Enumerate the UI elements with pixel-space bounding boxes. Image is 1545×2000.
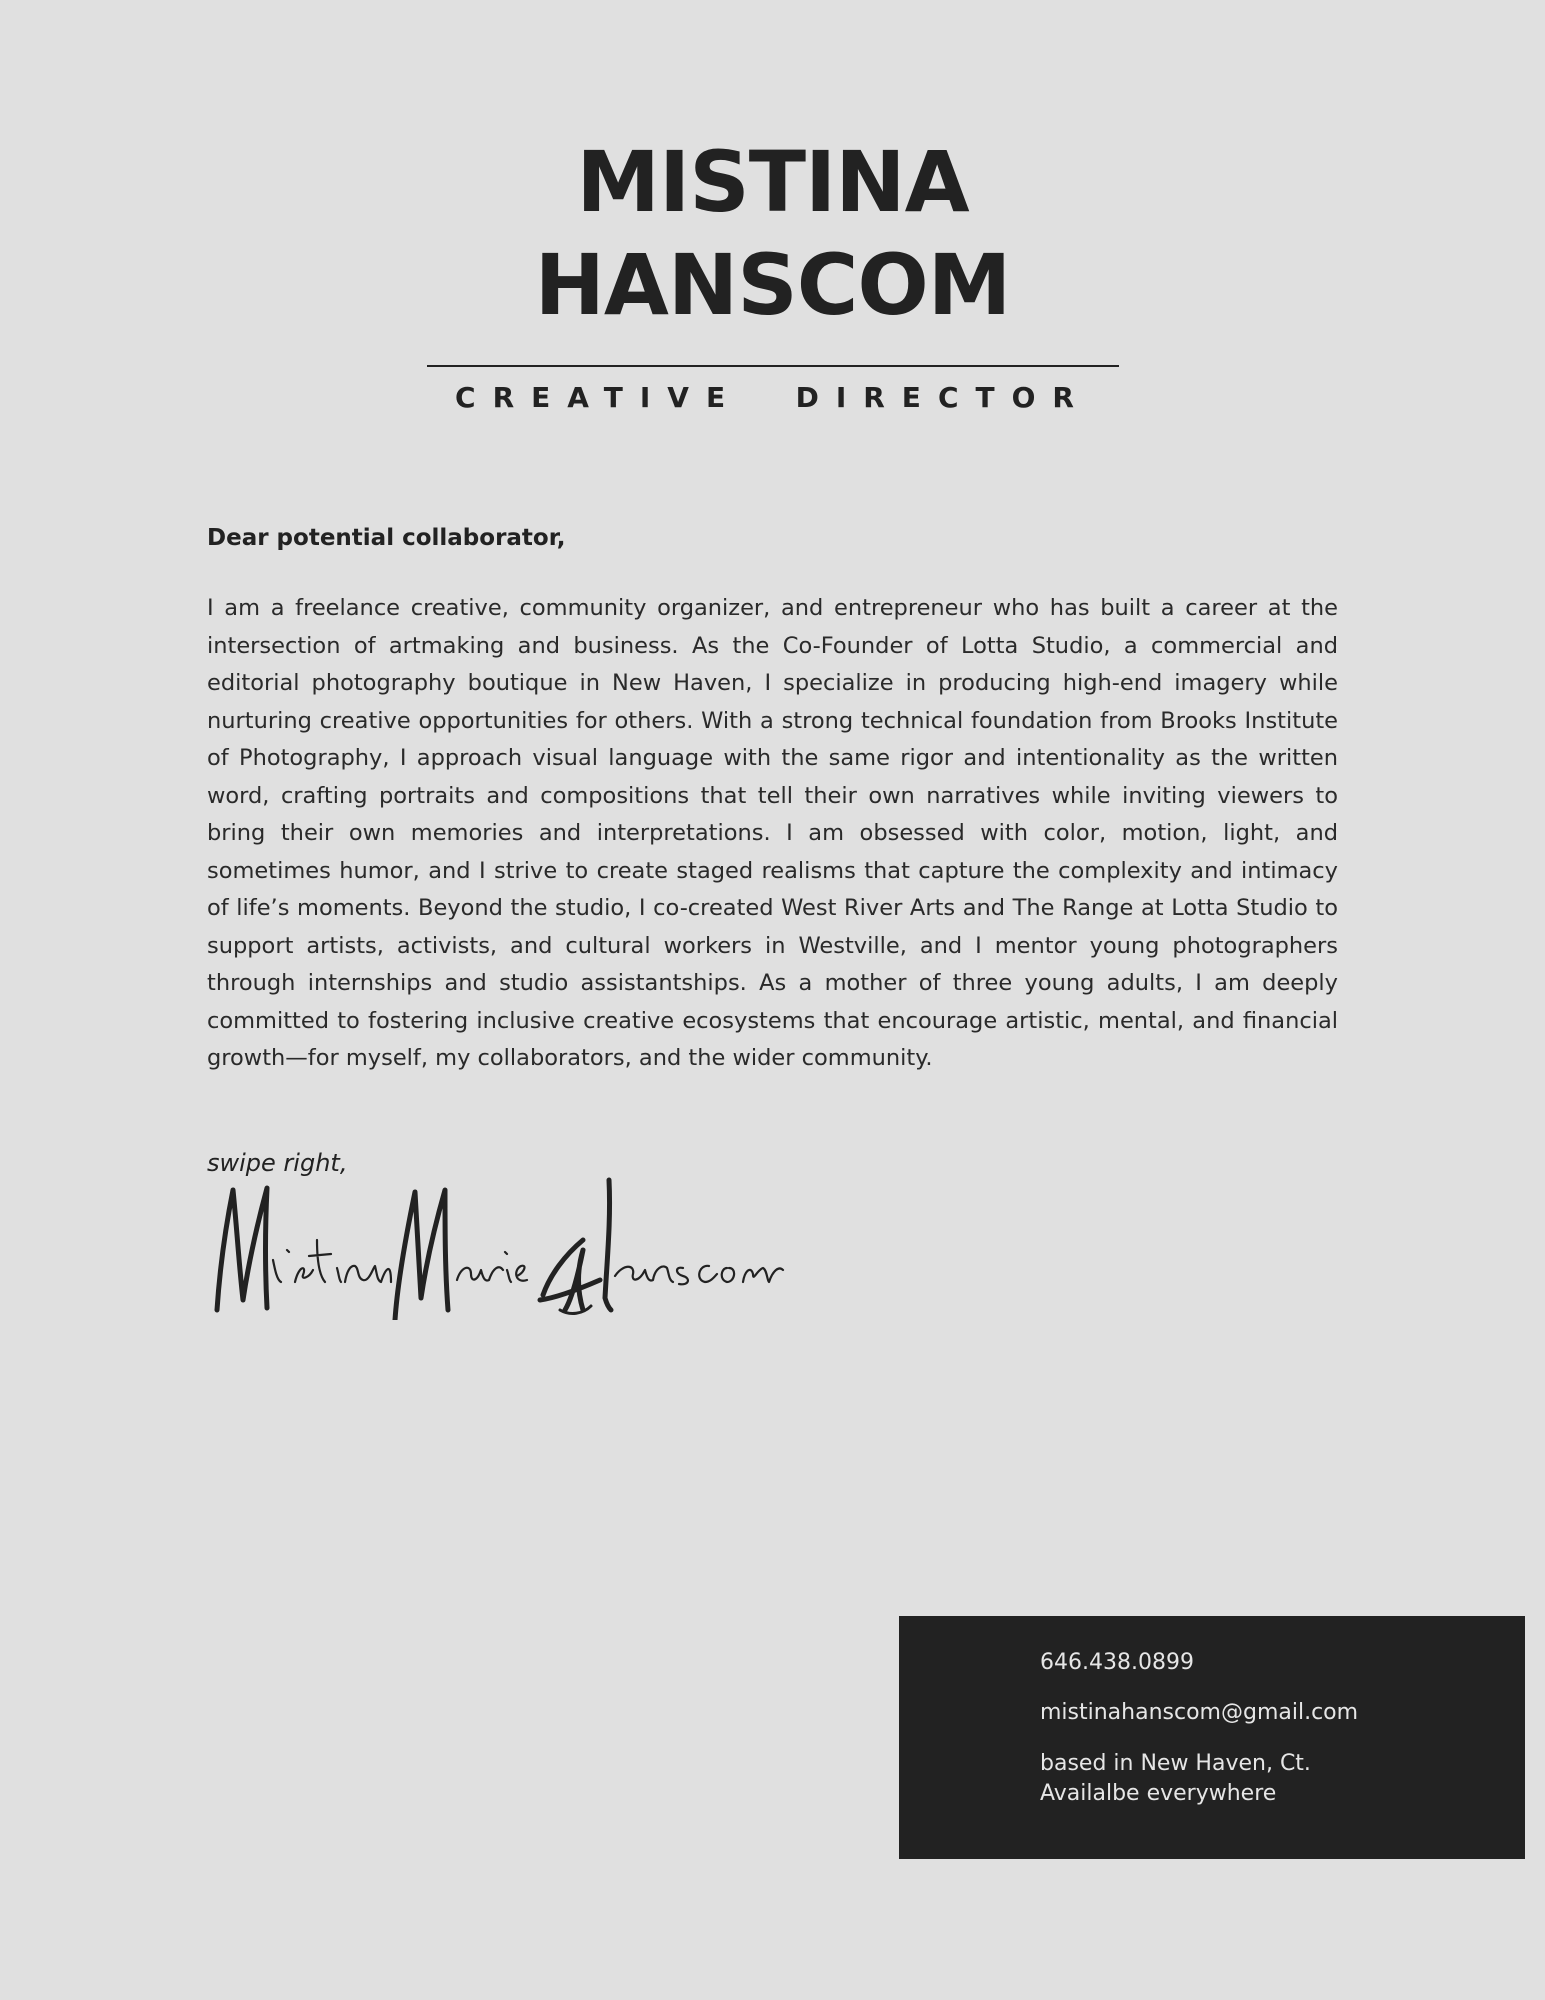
job-title: CREATIVE DIRECTOR	[455, 381, 1091, 414]
name-first-line: MISTINA	[576, 133, 969, 231]
header-divider	[427, 365, 1119, 367]
contact-email[interactable]: mistinahanscom@gmail.com	[1040, 1700, 1359, 1725]
contact-location: based in New Haven, Ct.	[1040, 1751, 1311, 1776]
letter-signoff: swipe right,	[207, 1149, 348, 1177]
letter-body: I am a freelance creative, community organizer, and entrepreneur who has built a career at the intersection of artmaking and business. As the Co-Founder of Lotta Studio, a commercial and editorial photography boutique in New Haven, I specialize in producing high-end imagery while nurturing creative opportunities for others. With a strong technical foundation from Brooks Institute of Photography, I approach visual language with the same rigor and intentionality as the written word, crafting portraits and compositions that tell their own narratives while inviting viewers to bring their own memories and interpretations. I am obsessed with color, motion, light, and sometimes humor, and I strive to create staged realisms that capture the complexity and intimacy of life’s moments. Beyond the studio, I co-created West River Arts and The Range at Lotta Studio to support artists, activists, and cultural workers in Westville, and I mentor young photographers through internships and studio assistantships. As a mother of three young adults, I am deeply committed to fostering inclusive creative ecosystems that encourage artistic, mental, and financial growth—for myself, my collaborators, and the wider community.	[207, 595, 1338, 1071]
contact-phone[interactable]: 646.438.0899	[1040, 1650, 1194, 1675]
contact-panel	[899, 1616, 1525, 1859]
handwritten-signature	[205, 1170, 795, 1320]
letter-greeting: Dear potential collaborator,	[207, 525, 566, 551]
name-last-line: HANSCOM	[534, 236, 1011, 334]
contact-availability: Availalbe everywhere	[1040, 1781, 1277, 1806]
